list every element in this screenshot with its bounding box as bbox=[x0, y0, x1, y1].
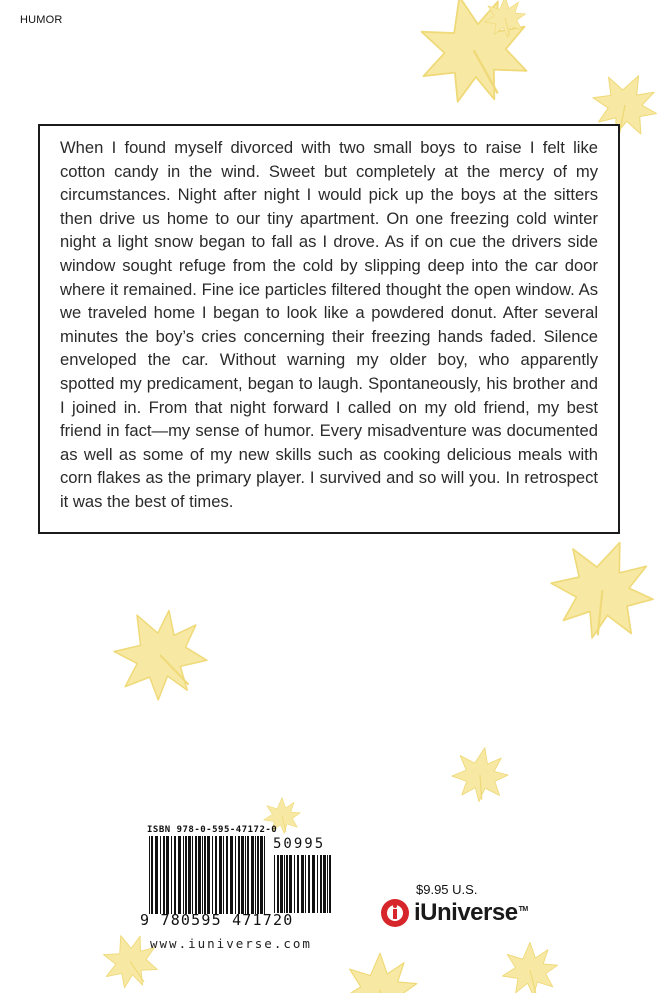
barcode-stripe bbox=[238, 836, 240, 914]
barcode-stripe bbox=[257, 836, 259, 914]
leaf-icon bbox=[110, 605, 210, 705]
barcode-stripe bbox=[174, 836, 176, 914]
barcode-stripe bbox=[198, 836, 201, 914]
barcode-bars bbox=[149, 836, 267, 914]
isbn-label: ISBN 978-0-595-47172-0 bbox=[147, 825, 278, 835]
barcode-stripe bbox=[323, 855, 326, 913]
barcode-stripe bbox=[183, 836, 184, 914]
publisher-name bbox=[414, 899, 528, 927]
barcode-stripe bbox=[207, 836, 210, 914]
publisher-logo bbox=[380, 898, 528, 928]
barcode-stripe bbox=[260, 836, 263, 914]
barcode-stripe bbox=[241, 836, 244, 914]
barcode-stripe bbox=[245, 836, 246, 914]
barcode-stripe bbox=[312, 855, 315, 913]
website-url: www.iuniverse.com bbox=[150, 936, 312, 951]
price-label: $9.95 U.S. bbox=[416, 882, 478, 897]
barcode-stripe bbox=[320, 855, 322, 913]
blurb-text: When I found myself divorced with two small boys to raise I felt like cotton candy in the wind. Sweet but completely at the mercy of my circumstances. Night after night I would pick up the boys at the sitters then drive us home to our tiny apartment. On one freezing cold winter night a light snow began to fall as I drove. As if on cue the drivers side window sought refuge from the cold by slipping deep into the car door where it remained. Fine ice particles filtered thought the open window. As we traveled home I began to look like a powdered donut. After several minutes the boy’s cries concerning their freezing hands faded. Silence enveloped the car. Without warning my older boy, who apparently spotted my predicament, began to laugh. Spontaneously, his brother and I joined in. From that night forward I called on my old friend, my best friend in fact—my sense of humor. Every misadventure was documented as well as some of my new skills such as cooking delicious meals with corn flakes as the primary player. I survived and so will you. In retrospect it was the best of times. bbox=[60, 138, 598, 511]
barcode-stripe bbox=[294, 855, 295, 913]
barcode-stripe bbox=[230, 836, 233, 914]
category-label: HUMOR bbox=[20, 14, 63, 26]
barcode-stripe bbox=[212, 836, 213, 914]
barcode-stripe bbox=[185, 836, 187, 914]
barcode-stripe bbox=[202, 836, 203, 914]
barcode-stripe bbox=[247, 836, 249, 914]
barcode-stripe bbox=[226, 836, 228, 914]
barcode-stripe bbox=[274, 855, 275, 913]
barcode-stripe bbox=[297, 855, 299, 913]
barcode-stripe bbox=[308, 855, 310, 913]
leaf-icon bbox=[450, 745, 510, 805]
barcode-price-code: 50995 bbox=[273, 836, 326, 852]
leaf-icon bbox=[340, 950, 420, 993]
barcode-addon-bars bbox=[274, 855, 332, 913]
barcode-stripe bbox=[149, 836, 150, 914]
leaf-icon bbox=[480, 0, 530, 40]
barcode-stripe bbox=[329, 855, 331, 913]
barcode-stripe bbox=[264, 836, 265, 914]
barcode-stripe bbox=[251, 836, 254, 914]
barcode-stripe bbox=[163, 836, 165, 914]
barcode-stripe bbox=[151, 836, 153, 914]
barcode-stripe bbox=[284, 855, 285, 913]
iuniverse-logo-icon bbox=[380, 898, 410, 928]
barcode-stripe bbox=[160, 836, 161, 914]
publisher-name-text: iUniverse bbox=[414, 899, 518, 926]
barcode-stripe bbox=[305, 855, 306, 913]
barcode-stripe bbox=[155, 836, 158, 914]
barcode-stripe bbox=[280, 855, 283, 913]
barcode-stripe bbox=[219, 836, 222, 914]
barcode-stripe bbox=[317, 855, 318, 913]
barcode-stripe bbox=[223, 836, 224, 914]
barcode-stripe bbox=[204, 836, 206, 914]
barcode-stripe bbox=[215, 836, 217, 914]
barcode-stripe bbox=[327, 855, 328, 913]
barcode-stripe bbox=[166, 836, 169, 914]
barcode-stripe bbox=[301, 855, 304, 913]
barcode-stripe bbox=[255, 836, 256, 914]
leaf-icon bbox=[540, 535, 662, 645]
barcode-stripe bbox=[192, 836, 193, 914]
barcode-stripe bbox=[286, 855, 288, 913]
barcode-stripe bbox=[235, 836, 236, 914]
barcode-stripe bbox=[195, 836, 197, 914]
barcode-stripe bbox=[171, 836, 172, 914]
barcode-stripe bbox=[188, 836, 191, 914]
leaf-icon bbox=[500, 940, 560, 993]
barcode-stripe bbox=[178, 836, 181, 914]
barcode-stripe bbox=[277, 855, 279, 913]
barcode-stripe bbox=[289, 855, 292, 913]
trademark: TM bbox=[518, 906, 528, 913]
isbn-digits: 9 780595 471720 bbox=[140, 911, 294, 929]
blurb-box bbox=[38, 124, 620, 534]
